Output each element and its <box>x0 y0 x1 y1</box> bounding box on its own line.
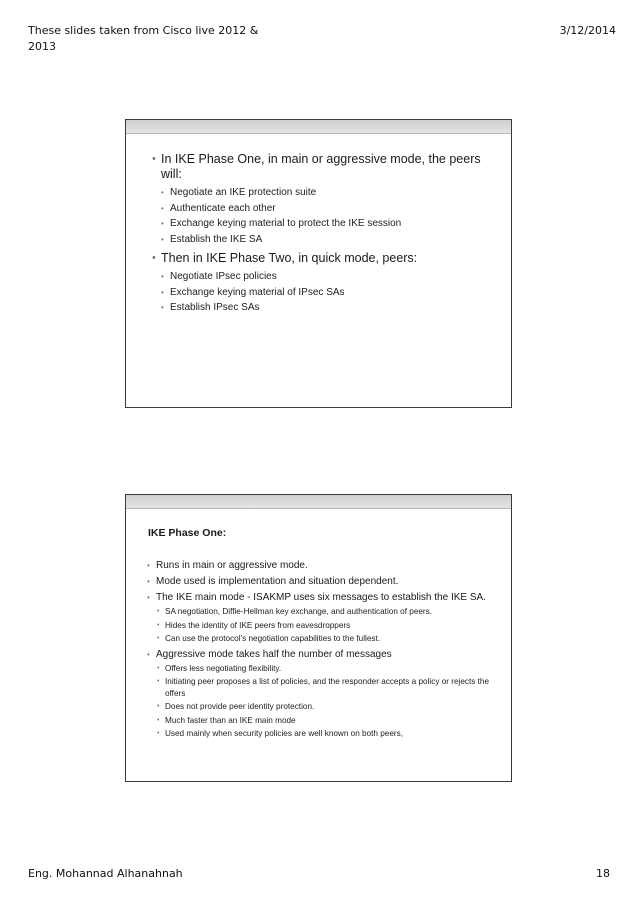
slide-ike-phases <box>125 119 512 408</box>
bullet-phase-two <box>152 251 497 316</box>
bullet-aggressive-mode <box>146 648 498 740</box>
sub-bullet: • Establish IPsec SAs <box>161 300 497 316</box>
bullet-text: • Then in IKE Phase Two, in quick mode, peers: <box>161 251 418 265</box>
sub-bullet-list <box>156 606 498 645</box>
sub-bullet: • Hides the identity of IKE peers from eavesdroppers <box>156 620 498 632</box>
bullet-text: The IKE main mode - ISAKMP uses six messages to establish the IKE SA. <box>156 592 486 603</box>
sub-bullet: • Does not provide peer identity protection. <box>156 701 498 713</box>
sub-bullet: • Offers less negotiating flexibility. <box>156 663 498 675</box>
sub-bullet-list <box>161 269 497 316</box>
sub-bullet: • Much faster than an IKE main mode <box>156 715 498 727</box>
bullet-text: Mode used is implementation and situation dependent. <box>156 576 399 587</box>
slide-ike-phase-one <box>125 494 512 782</box>
footer-page-number: 18 <box>596 867 610 880</box>
sub-bullet: • Exchange keying material to protect the IKE session <box>161 216 497 232</box>
slide-title: IKE Phase One: <box>148 527 227 539</box>
sub-bullet: • Initiating peer proposes a list of policies, and the responder accepts a policy or rejects the offers <box>156 676 498 699</box>
header-source-note: These slides taken from Cisco live 2012 & 2013 <box>28 24 259 53</box>
header-date: 3/12/2014 <box>559 24 616 37</box>
bullet-text: • In IKE Phase One, in main or aggressive mode, the peers will: <box>161 152 481 181</box>
bullet-main-mode <box>146 591 498 645</box>
sub-bullet: • SA negotiation, Diffie-Hellman key exchange, and authentication of peers. <box>156 606 498 618</box>
bullet-text: Aggressive mode takes half the number of messages <box>156 648 392 660</box>
bullet-item <box>146 559 498 572</box>
bullet-item <box>146 575 498 588</box>
slide-1-bullet-list <box>152 152 497 320</box>
footer-author: Eng. Mohannad Alhanahnah <box>28 867 183 880</box>
sub-bullet: • Exchange keying material of IPsec SAs <box>161 285 497 301</box>
sub-bullet: • Authenticate each other <box>161 201 497 217</box>
sub-bullet: • Negotiate IPsec policies <box>161 269 497 285</box>
sub-bullet: • Establish the IKE SA <box>161 232 497 248</box>
sub-bullet: • Negotiate an IKE protection suite <box>161 185 497 201</box>
sub-bullet-list <box>156 663 498 740</box>
bullet-phase-one <box>152 152 497 247</box>
sub-bullet: • Used mainly when security policies are well known on both peers, <box>156 728 498 740</box>
slide-2-bullet-list <box>146 559 498 743</box>
sub-bullet: • Can use the protocol's negotiation capabilities to the fullest. <box>156 633 498 645</box>
bullet-text: Runs in main or aggressive mode. <box>156 560 308 571</box>
sub-bullet-list <box>161 185 497 247</box>
